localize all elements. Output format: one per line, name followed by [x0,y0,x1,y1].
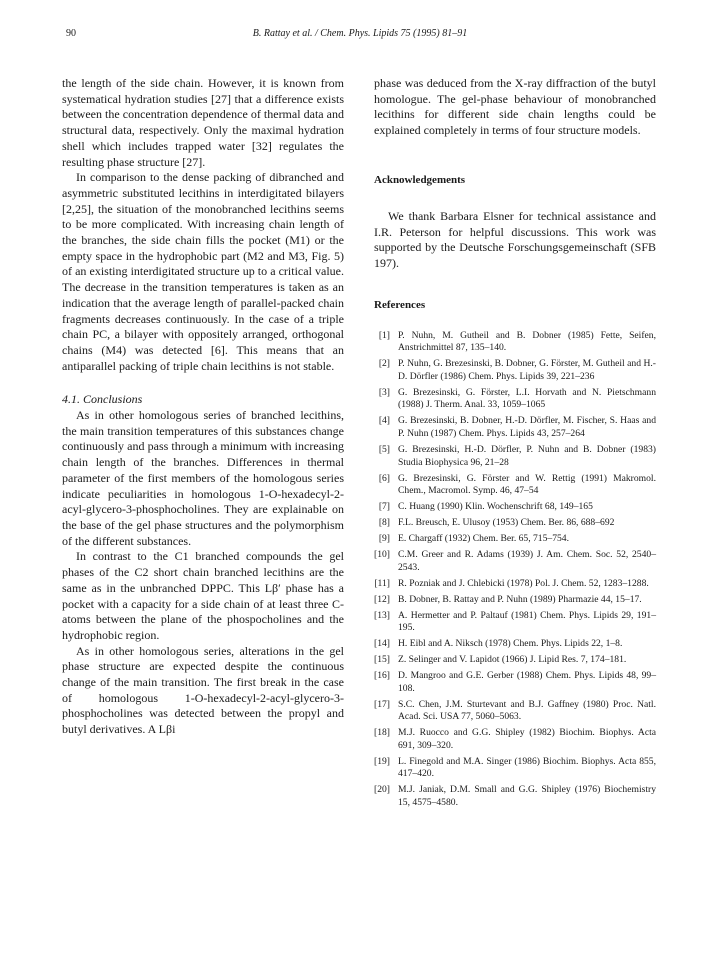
reference-number: [15] [374,654,390,666]
right-column [374,76,656,813]
reference-text: B. Dobner, B. Rattay and P. Nuhn (1989) Pharmazie 44, 15–17. [398,593,642,605]
reference-item [374,654,656,667]
reference-number: [5] [378,443,390,455]
body-paragraph: the length of the side chain. However, it is known from systematical hydration studies [27] that a difference exists between the concentration dependence of thermal data and structural data, respectively. Only the maximal hydration shell which includes trapped water [32] regulates the resulting phase structure [27]. [62,76,344,169]
reference-text: S.C. Chen, J.M. Sturtevant and B.J. Gaffney (1980) Proc. Natl. Acad. Sci. USA 77, 5060–5063. [398,698,656,723]
reference-item [374,473,656,498]
reference-item [374,517,656,530]
reference-item [374,330,656,355]
reference-item [374,415,656,440]
running-head: B. Rattay et al. / Chem. Phys. Lipids 75 (1995) 81–91 [252,28,468,39]
references-heading: References [374,298,426,311]
reference-number: [3] [378,386,390,398]
reference-text: A. Hermetter and P. Paltauf (1981) Chem. Phys. Lipids 29, 191–195. [398,609,656,634]
reference-number: [13] [374,609,390,621]
body-paragraph: In comparison to the dense packing of dibranched and asymmetric substituted lecithins in interdigitated bilayers [2,25], the situation of the monobranched lecithins seems to be more complicated. With increasing chain length of the branches, the side chain fills the pocket (M1) or the empty space in the hydrophobic part (M2 and M3, Fig. 5) of an existing interdigitated structure up to a critical value. The decrease in the transition temperatures is taken as an indication that the average length of parallel-packed chain fragments decreases continuously. In the case of a triple chain PC, a bilayer with oppositely arranged, orthogonal chains (M4) was detected [6]. This means that an antiparallel packing of triple chain lecithins is not stable. [62,170,344,373]
reference-item [374,784,656,809]
reference-text: P. Nuhn, M. Gutheil and B. Dobner (1985) Fette, Seifen, Anstrichmittel 87, 135–140. [398,329,656,354]
page-number: 90 [66,28,76,39]
reference-number: [16] [374,670,390,682]
reference-number: [7] [378,501,390,513]
acknowledgements-heading: Acknowledgements [374,173,466,186]
reference-item [374,699,656,724]
reference-text: R. Pozniak and J. Chlebicki (1978) Pol. J. Chem. 52, 1283–1288. [398,577,649,589]
reference-text: E. Chargaff (1932) Chem. Ber. 65, 715–754. [398,533,569,545]
reference-item [374,578,656,591]
reference-number: [8] [378,517,390,529]
reference-number: [17] [374,698,390,710]
reference-number: [1] [378,329,390,341]
reference-number: [19] [374,755,390,767]
reference-text: H. Eibl and A. Niksch (1978) Chem. Phys. Lipids 22, 1–8. [398,638,623,650]
reference-item [374,533,656,546]
reference-number: [9] [378,533,390,545]
reference-text: M.J. Janiak, D.M. Small and G.G. Shipley (1976) Biochemistry 15, 4575–4580. [398,784,656,809]
reference-item [374,670,656,695]
reference-text: F.L. Breusch, E. Ulusoy (1953) Chem. Ber. 86, 688–692 [398,517,615,529]
reference-list [374,330,656,810]
reference-text: L. Finegold and M.A. Singer (1986) Biochim. Biophys. Acta 855, 417–420. [398,755,656,780]
reference-item [374,549,656,574]
reference-text: Z. Selinger and V. Lapidot (1966) J. Lipid Res. 7, 174–181. [398,654,627,666]
reference-text: M.J. Ruocco and G.G. Shipley (1982) Biochim. Biophys. Acta 691, 309–320. [398,727,656,751]
reference-item [374,756,656,781]
reference-item [374,727,656,752]
left-column [62,76,344,738]
reference-item [374,638,656,651]
reference-text: G. Brezesinski, H.-D. Dörfler, P. Nuhn and B. Dobner (1983) Studia Biophysica 96, 21–28 [398,443,656,468]
reference-item [374,358,656,383]
reference-number: [6] [378,472,390,484]
reference-number: [20] [374,784,390,796]
body-paragraph: phase was deduced from the X-ray diffraction of the butyl homologue. The gel-phase behaviour of monobranched lecithins for different side chain lengths could be explained completely in terms of four structure models. [374,76,656,138]
reference-text: P. Nuhn, G. Brezesinski, B. Dobner, G. Förster, M. Gutheil and H.-D. Dörfler (1986) Chem. Phys. Lipids 39, 221–236 [398,358,656,382]
conclusions-paragraph: As in other homologous series of branched lecithins, the main transition temperatures of this substances change continuously and pass through a minimum with increasing chain length of the branches. Differences in thermal parameter of the first members of the homologous series indicate peculiarities in homologous 1-O-hexadecyl-2-acyl-glycero-3-phosphocholines. They are explainable on the base of the gel phase structures and the polymorphism of the different substances. [62,408,344,548]
reference-number: [10] [374,549,390,561]
reference-number: [14] [374,638,390,650]
reference-number: [2] [378,358,390,370]
reference-item [374,610,656,635]
reference-number: [18] [374,727,390,739]
reference-item [374,501,656,514]
subsection-title: 4.1. Conclusions [62,392,143,407]
reference-text: G. Brezesinski, G. Förster, L.I. Horvath and N. Pietschmann (1988) J. Therm. Anal. 33, 1059–1065 [398,386,656,411]
reference-text: C. Huang (1990) Klin. Wochenschrift 68, 149–165 [398,501,593,513]
reference-number: [4] [378,415,390,427]
reference-item [374,444,656,469]
conclusions-paragraph: In contrast to the C1 branched compounds the gel phases of the C2 short chain branched lecithins are the same as in the unbranched DPPC. This Lβ′ phase has a pocket with a capacity for a side chain of at least three C-atoms between the plane of the phospocholines and the hydrophobic region. [62,549,344,642]
conclusions-paragraph: As in other homologous series, alterations in the gel phase structure are expected despite the continuous change of the main transition. The first break in the case of homologous 1-O-hexadecyl-2-acyl-glycero-3-phosphocholines was detected between the propyl and butyl derivatives. A Lβi [62,643,344,737]
reference-text: G. Brezesinski, G. Förster and W. Rettig (1991) Makromol. Chem., Macromol. Symp. 46, 47–54 [398,472,656,497]
reference-text: D. Mangroo and G.E. Gerber (1988) Chem. Phys. Lipids 48, 99–108. [398,670,656,694]
acknowledgements-text: We thank Barbara Elsner for technical assistance and I.R. Peterson for helpful discussions. This work was supported by the Deutsche Forschungsgemeinschaft (SFB 197). [374,208,656,270]
reference-text: G. Brezesinski, B. Dobner, H.-D. Dörfler, M. Fischer, S. Haas and P. Nuhn (1987) Chem. Phys. Lipids 43, 257–264 [398,415,656,439]
reference-number: [11] [374,577,390,589]
reference-text: C.M. Greer and R. Adams (1939) J. Am. Chem. Soc. 52, 2540–2543. [398,549,656,573]
reference-item [374,594,656,607]
reference-number: [12] [374,593,390,605]
reference-item [374,387,656,412]
